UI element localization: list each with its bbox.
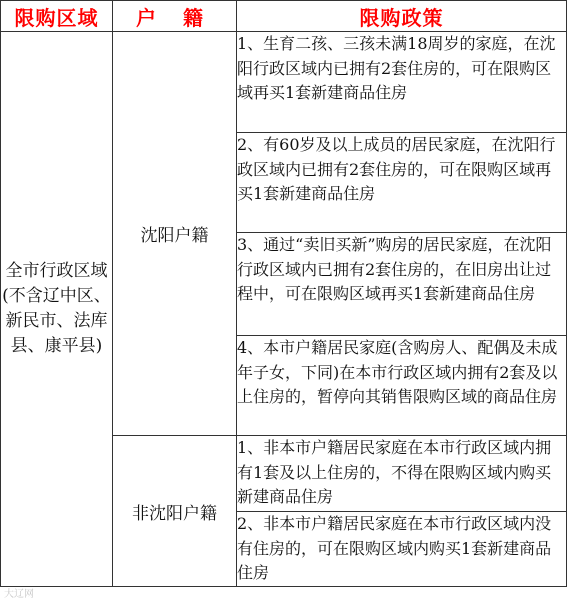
policy-item: 2、非本市户籍居民家庭在本市行政区域内没有住房的，可在限购区域内购买1套新建商品住房 [237,512,567,587]
hukou-cell-shenyang: 沈阳户籍 [113,32,237,436]
header-hukou: 户 籍 [113,1,237,32]
header-region: 限购区域 [1,1,113,32]
table-row [1,32,567,133]
policy-item: 4、本市户籍居民家庭(含购房人、配偶及未成年子女，下同)在本市行政区域内拥有2套及以上住房的，暂停向其销售限购区域的商品住房 [237,336,567,436]
header-policy: 限购政策 [237,1,567,32]
policy-item: 1、非本市户籍居民家庭在本市行政区域内拥有1套及以上住房的，不得在限购区域内购买新建商品住房 [237,436,567,512]
policy-item: 2、有60岁及以上成员的居民家庭，在沈阳行政区域内已拥有2套住房的，可在限购区域再买1套新建商品住房 [237,133,567,233]
policy-item: 3、通过“卖旧买新”购房的居民家庭，在沈阳行政区域内已拥有2套住房的，在旧房出让过程中，可在限购区域再买1套新建商品住房 [237,233,567,336]
hukou-cell-non-shenyang: 非沈阳户籍 [113,436,237,587]
header-row [1,1,567,32]
region-cell: 全市行政区域(不含辽中区、新民市、法库县、康平县) [1,32,113,587]
policy-item: 1、生育二孩、三孩未满18周岁的家庭，在沈阳行政区域内已拥有2套住房的，可在限购区域再买1套新建商品住房 [237,32,567,133]
watermark-text: 大辽网 [4,589,34,600]
